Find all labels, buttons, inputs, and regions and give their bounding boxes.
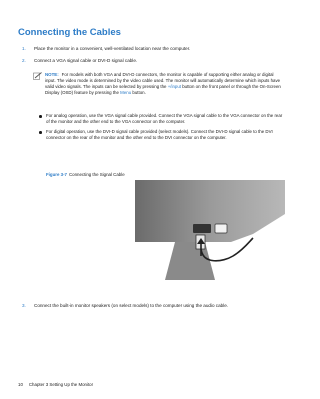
note-block [33, 72, 283, 96]
step-text: Place the monitor in a convenient, well-ventilated location near the computer. [34, 46, 191, 51]
vga-port-icon [193, 224, 211, 233]
step-text: Connect a VGA signal cable or DVI-D signal cable. [34, 58, 138, 63]
chapter-title: Chapter 3 Setting Up the Monitor [28, 382, 94, 387]
step-1 [22, 46, 190, 52]
step-number: 3. [22, 303, 26, 308]
monitor-stand-shape [165, 242, 215, 280]
figure-caption [46, 172, 125, 177]
note-label: NOTE: [45, 72, 59, 77]
list-item: For digital operation, use the DVI-D signal cable provided (select models). Connect the DVI-D signal cable to the DVI connector on the rear of the monitor and the other end to the DVI connector on the computer. [38, 129, 283, 141]
figure-label: Figure 3-7 [46, 172, 67, 177]
step-text: Connect the built-in monitor speakers (on select models) to the computer using the audio cable. [34, 303, 229, 308]
dvi-port-icon [215, 224, 227, 233]
step-3 [22, 303, 228, 309]
section-title: Connecting the Cables [18, 27, 121, 38]
note-text [45, 72, 283, 96]
note-text-part: button on the front panel or through the On-Screen Display (OSD) feature by pressing the [45, 84, 281, 95]
input-button-name: +/input [167, 84, 181, 89]
list-item: For analog operation, use the VGA signal cable provided. Connect the VGA signal cable to the VGA connector on the rear of the monitor and the other end to the VGA connector on the computer. [38, 113, 283, 125]
note-pencil-icon [33, 72, 42, 80]
step-2 [22, 58, 137, 64]
page-number: 10 [18, 382, 23, 387]
menu-button-name: Menu [120, 90, 132, 95]
page-footer [18, 382, 93, 387]
note-text-part: For models with both VGA and DVI-D connectors, the monitor is capable of supporting either analog or digital input. The video mode is determined by the video cable used. The monitor will automatically determine which inputs have valid video signals. The inputs can be selected by pressing the [45, 72, 281, 89]
note-text-part: button. [131, 90, 146, 95]
step-number: 2. [22, 58, 26, 63]
bullet-list [38, 113, 283, 145]
step-number: 1. [22, 46, 26, 51]
signal-cable-illustration [135, 180, 320, 282]
figure-caption-text: Connecting the Signal Cable [68, 172, 125, 177]
